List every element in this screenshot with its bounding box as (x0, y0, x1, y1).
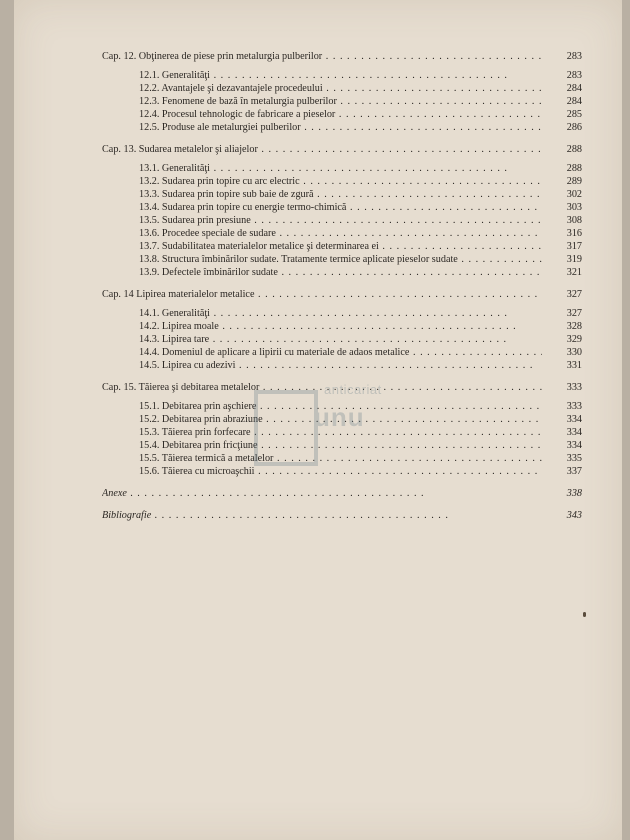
toc-section (102, 121, 582, 134)
toc-page-number: 335 (566, 453, 582, 464)
toc-page-number: 321 (566, 267, 582, 278)
toc-page-number: 331 (566, 360, 582, 371)
toc-entry-text: 12.3. Fenomene de bază în metalurgia pulberilor . . (139, 95, 542, 108)
toc-entry-text: Cap. 13. Sudarea metalelor şi aliajelor . . (102, 143, 542, 156)
toc-page-number: 284 (566, 96, 582, 107)
toc-entry-text: 15.6. Tăierea cu microaşchii . . (139, 465, 542, 478)
toc-entry-text: 14.3. Lipirea tare . . (139, 333, 542, 346)
toc-page-number: 327 (566, 308, 582, 319)
toc-section (102, 201, 582, 214)
toc-page-number: 334 (566, 427, 582, 438)
toc-section (102, 82, 582, 95)
toc-section (102, 346, 582, 359)
toc-page-number: 319 (566, 254, 582, 265)
toc-page-number: 316 (566, 228, 582, 239)
toc-page-number: 285 (566, 109, 582, 120)
toc-page-number: 283 (566, 51, 582, 62)
toc-chapter-12 (102, 50, 582, 63)
toc-page-number: 288 (566, 163, 582, 174)
toc-section (102, 69, 582, 82)
toc-section (102, 214, 582, 227)
toc-section (102, 227, 582, 240)
toc-bibliography (102, 509, 582, 522)
book-page (14, 0, 622, 840)
toc-page-number: 302 (566, 189, 582, 200)
toc-entry-text: 13.9. Defectele îmbinărilor sudate . . (139, 266, 542, 279)
toc-entry-text: 15.2. Debitarea prin abraziune . . (139, 413, 542, 426)
toc-entry-text: 15.5. Tăierea termică a metalelor . . (139, 452, 542, 465)
toc-page-number: 333 (566, 401, 582, 412)
toc-page-number: 308 (566, 215, 582, 226)
toc-page-number: 334 (566, 440, 582, 451)
toc-section (102, 266, 582, 279)
toc-entry-text: 13.3. Sudarea prin topire sub baie de zgură . . (139, 188, 542, 201)
toc-page-number: 286 (566, 122, 582, 133)
toc-section (102, 320, 582, 333)
toc-entry-text: 14.2. Lipirea moale . . (139, 320, 542, 333)
toc-section (102, 162, 582, 175)
toc-entry-text: Cap. 14 Lipirea materialelor metalice . . (102, 288, 542, 301)
toc-section (102, 333, 582, 346)
toc-entry-text: 13.4. Sudarea prin topire cu energie termo-chimică . . (139, 201, 542, 214)
toc-entry-text: 13.1. Generalităţi . . (139, 162, 542, 175)
toc-entry-text: 13.2. Sudarea prin topire cu arc electric . . (139, 175, 542, 188)
toc-entry-text: 13.8. Structura îmbinărilor sudate. Tratamente termice aplicate pieselor sudate . . (139, 253, 542, 266)
toc-section (102, 253, 582, 266)
toc-section (102, 307, 582, 320)
toc-page-number: 337 (566, 466, 582, 477)
toc-page-number: 338 (566, 488, 582, 499)
toc-entry-text: 15.3. Tăierea prin forfecare . . (139, 426, 542, 439)
watermark-logo (254, 360, 434, 470)
toc-section (102, 95, 582, 108)
toc-section (102, 188, 582, 201)
toc-entry-text: Anexe . . (102, 487, 542, 500)
toc-page-number: 289 (566, 176, 582, 187)
toc-page-number: 303 (566, 202, 582, 213)
toc-entry-text: 13.5. Sudarea prin presiune . . (139, 214, 542, 227)
toc-entry-text: 12.1. Generalităţi . . (139, 69, 542, 82)
toc-page-number: 327 (566, 289, 582, 300)
toc-page-number: 284 (566, 83, 582, 94)
toc-entry-text: Bibliografie . . (102, 509, 542, 522)
toc-page-number: 333 (566, 382, 582, 393)
toc-entry-text: 12.2. Avantajele şi dezavantajele procedeului . . (139, 82, 542, 95)
toc-entry-text: 14.4. Domeniul de aplicare a lipirii cu materiale de adaos metalice . . (139, 346, 542, 359)
toc-page-number: 334 (566, 414, 582, 425)
toc-page-number: 328 (566, 321, 582, 332)
toc-chapter-14 (102, 288, 582, 301)
watermark-subtitle: anticariat (324, 382, 382, 397)
toc-entry-text: 13.7. Sudabilitatea materialelor metalice şi determinarea ei . . (139, 240, 542, 253)
toc-entry-text: 14.1. Generalităţi . . (139, 307, 542, 320)
paper-speck (583, 612, 586, 617)
toc-chapter-13 (102, 143, 582, 156)
watermark-box-icon (254, 390, 318, 466)
toc-page-number: 317 (566, 241, 582, 252)
toc-section (102, 108, 582, 121)
toc-entry-text: 15.4. Debitarea prin fricţiune . . (139, 439, 542, 452)
toc-entry-text: 15.1. Debitarea prin aşchiere . . (139, 400, 542, 413)
toc-entry-text: Cap. 15. Tăierea şi debitarea metalelor . . (102, 381, 542, 394)
toc-section (102, 240, 582, 253)
watermark-brand: unu (314, 402, 365, 432)
toc-page-number: 343 (566, 510, 582, 521)
toc-entry-text: 14.5. Lipirea cu adezivi . . (139, 359, 542, 372)
toc-entry-text: 12.5. Produse ale metalurgiei pulberilor . . (139, 121, 542, 134)
toc-appendix (102, 487, 582, 500)
toc-page-number: 330 (566, 347, 582, 358)
toc-entry-text: 12.4. Procesul tehnologic de fabricare a pieselor . . (139, 108, 542, 121)
toc-page-number: 283 (566, 70, 582, 81)
toc-entry-text: 13.6. Procedee speciale de sudare . . (139, 227, 542, 240)
toc-page-number: 329 (566, 334, 582, 345)
toc-page-number: 288 (566, 144, 582, 155)
toc-section (102, 175, 582, 188)
toc-entry-text: Cap. 12. Obţinerea de piese prin metalurgia pulberilor . . (102, 50, 542, 63)
